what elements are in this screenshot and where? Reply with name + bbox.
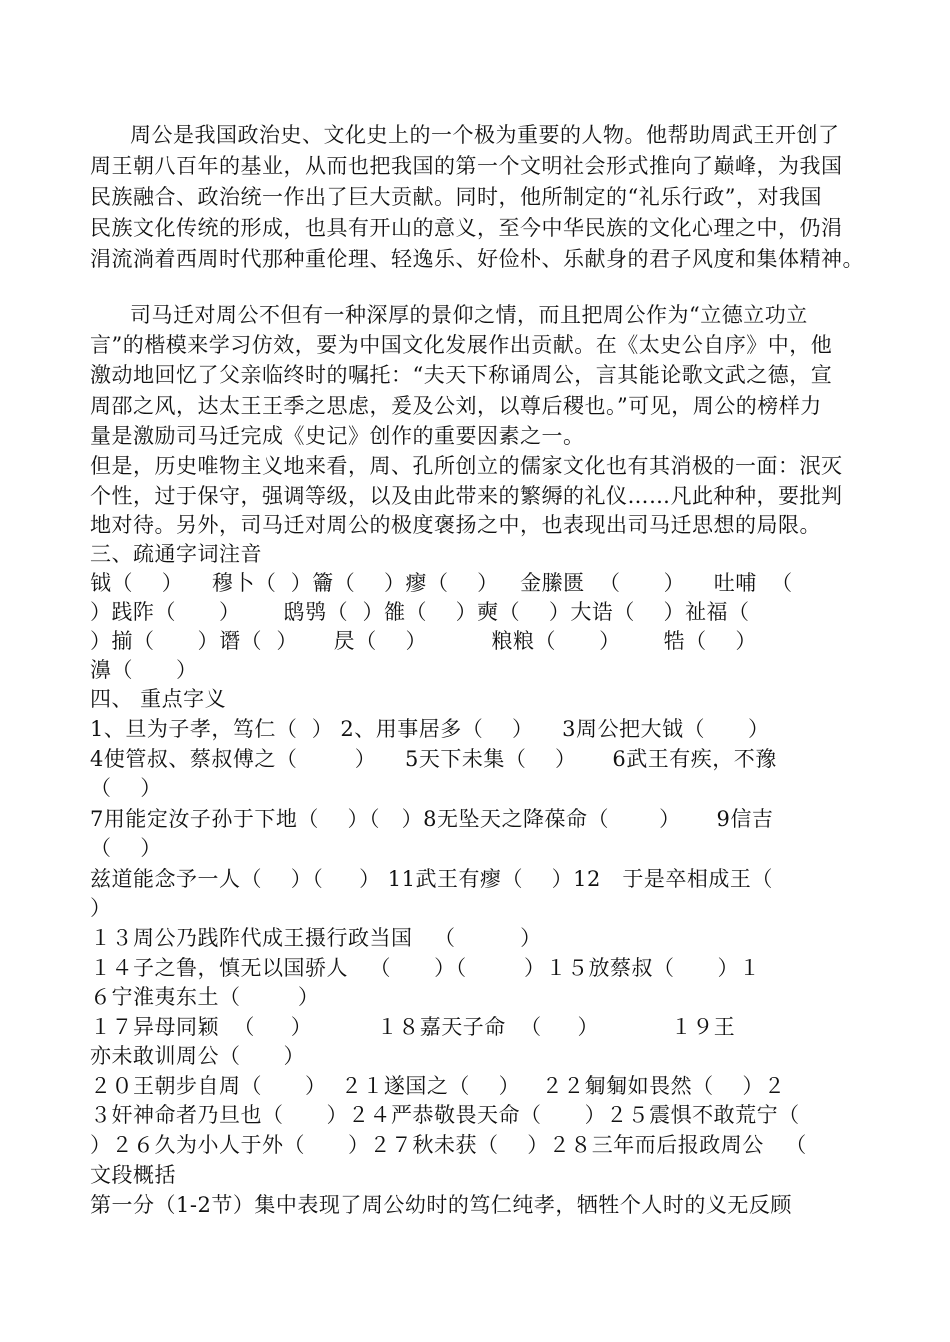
text-line: 司马迁对周公不但有一种深厚的景仰之情，而且把周公作为“立德立功立 [130,303,808,327]
exercise-line: （ ） [90,836,162,860]
exercise-line: 亦未敢训周公（ ） [90,1044,306,1068]
text-line: 激动地回忆了父亲临终时的嘱托：“夫天下称诵周公，言其能论歌文武之德，宣 [90,363,833,387]
text-line: 言”的楷模来学习仿效，要为中国文化发展作出贡献。在《太史公自序》中，他 [90,333,833,357]
exercise-line: 4使管叔、蔡叔傅之（ ） 5天下未集（ ） 6武王有疾，不豫 [90,747,777,771]
text-line: 周王朝八百年的基业，从而也把我国的第一个文明社会形式推向了巅峰，为我国 [90,154,843,178]
text-line: 周邵之风，达太王王季之思虑，爰及公刘，以尊后稷也。”可见，周公的榜样力 [90,394,822,418]
text-line: 涓流淌着西周时代那种重伦理、轻逸乐、好俭朴、乐献身的君子风度和集体精神。 [90,247,864,271]
text-line: 民族融合、政治统一作出了巨大贡献。同时，他所制定的“礼乐行政”，对我国 [90,185,822,209]
exercise-line: 钺（ ） 穆卜（ ）籥（ ）瘳（ ） 金縢匮 （ ） 吐哺 （ [90,571,793,595]
text-line: 量是激励司马迁完成《史记》创作的重要因素之一。 [90,424,585,448]
text-line: 周公是我国政治史、文化史上的一个极为重要的人物。他帮助周武王开创了 [130,123,840,147]
exercise-line: ）践阼（ ） 鸱鸮（ ）雒（ ）奭（ ）大诰（ ）祉福（ [90,600,750,624]
exercise-line: １４子之鲁，慎无以国骄人 （ ）（ ）１５放蔡叔（ ）１ [90,956,761,980]
section-heading: 文段概括 [90,1163,176,1187]
exercise-line: 兹道能念予一人（ ）（ ） 11武王有瘳（ ）12 于是卒相成王（ [90,867,773,891]
summary-line: 第一分（1-2节）集中表现了周公幼时的笃仁纯孝，牺牲个人时的义无反顾 [90,1193,792,1217]
text-line: 但是，历史唯物主义地来看，周、孔所创立的儒家文化也有其消极的一面：泯灭 [90,454,843,478]
exercise-line: ）２６久为小人于外（ ）２７秋未获（ ）２８三年而后报政周公 （ [90,1133,807,1157]
exercise-line: （ ） [90,776,162,800]
section-heading: 四、 重点字义 [90,687,227,711]
exercise-line: 1、旦为子孝，笃仁（ ） 2、用事居多（ ） 3周公把大钺（ ） [90,717,770,741]
exercise-line: ）揃（ ）谮（ ） 昃（ ） 粮粮（ ） 牿（ ） [90,629,757,653]
section-heading: 三、疏通字词注音 [90,542,262,566]
exercise-line: ３奸神命者乃旦也（ ）２４严恭敬畏天命（ ）２５震惧不敢荒宁（ [90,1103,800,1127]
exercise-line: ２０王朝步自周（ ） ２１遂国之（ ） ２２匔匔如畏然（ ）２ [90,1074,786,1098]
exercise-line: 7用能定汝子孙于下地（ ）（ ）8无坠天之降葆命（ ） 9信吉 [90,807,774,831]
text-line: 个性，过于保守，强调等级，以及由此带来的繁缛的礼仪……凡此种种，要批判 [90,484,843,508]
exercise-line: １７异母同颖 （ ） １８嘉天子命 （ ） １９王 [90,1015,736,1039]
text-line: 地对待。另外，司马迁对周公的极度褒扬之中，也表现出司马迁思想的局限。 [90,513,821,537]
text-line: 民族文化传统的形成，也具有开山的意义，至今中华民族的文化心理之中，仍涓 [90,216,843,240]
exercise-line: ） [90,896,112,920]
exercise-line: 濞（ ） [90,658,198,682]
exercise-line: １３周公乃践阼代成王摄行政当国 （ ） [90,926,542,950]
exercise-line: ６宁淮夷东土（ ） [90,985,320,1009]
